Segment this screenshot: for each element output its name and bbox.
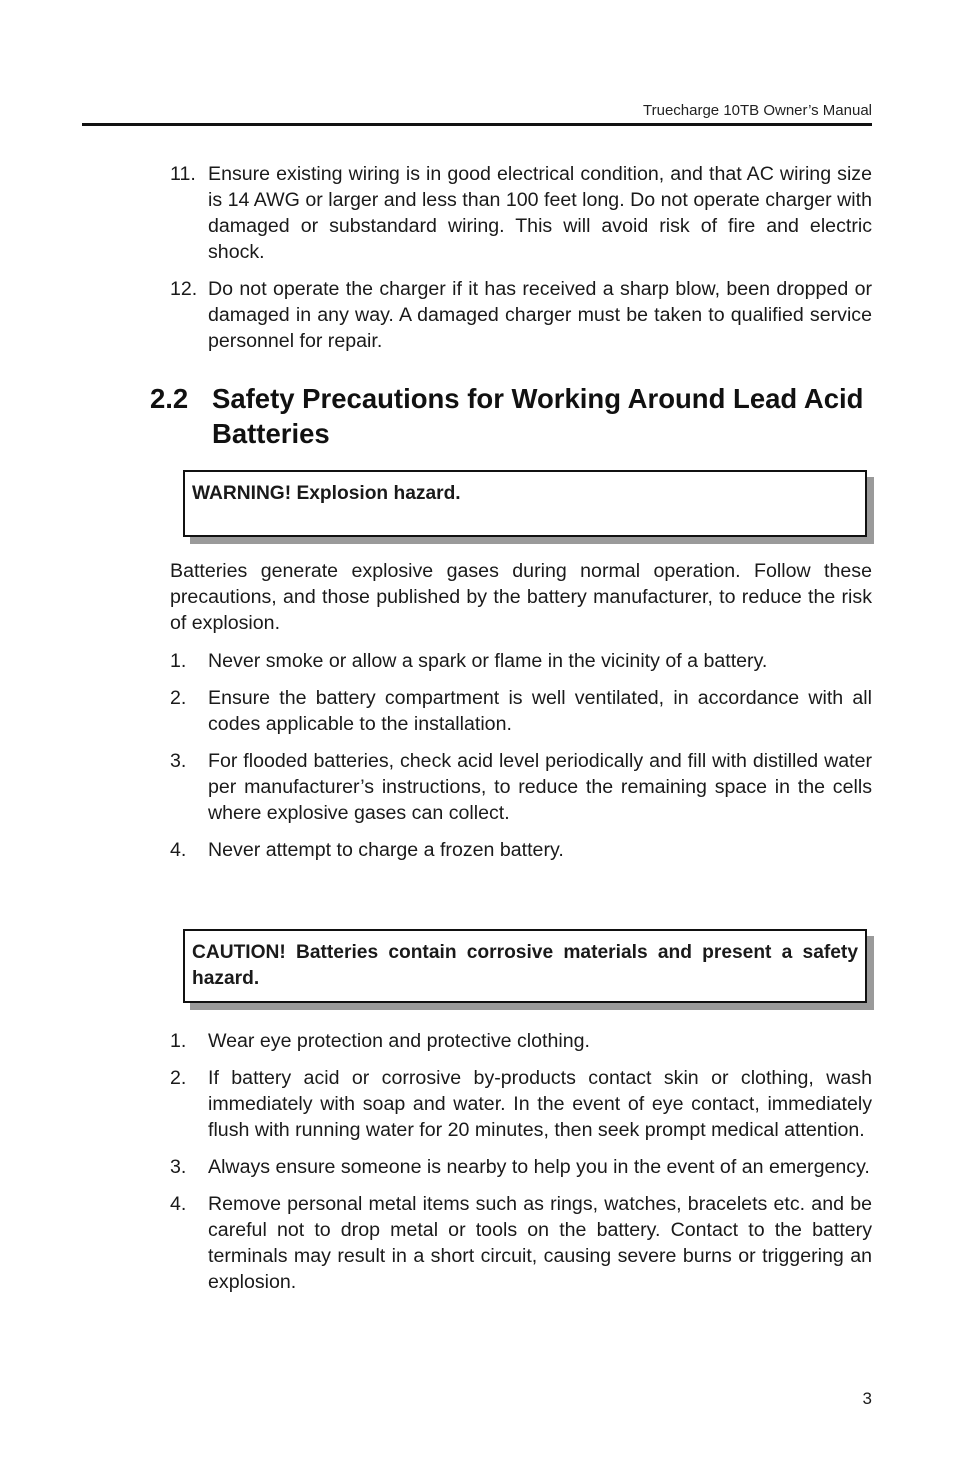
list-item [170, 685, 872, 737]
list-item-number: 3. [170, 750, 187, 772]
list-item [170, 161, 872, 265]
section-title: Safety Precautions for Working Around Lead Acid Batteries [212, 383, 864, 449]
section-heading [150, 381, 872, 451]
warning-text: WARNING! Explosion hazard. [192, 483, 461, 504]
numbered-list-explosion [170, 648, 872, 874]
list-item-text: Wear eye protection and protective clothing. [208, 1030, 590, 1052]
running-header: Truecharge 10TB Owner’s Manual [643, 102, 872, 119]
list-item [170, 276, 872, 354]
list-item-number: 2. [170, 1067, 187, 1089]
list-item-text: Never smoke or allow a spark or flame in the vicinity of a battery. [208, 650, 768, 672]
list-item [170, 837, 872, 863]
list-item-text: Never attempt to charge a frozen battery. [208, 839, 564, 861]
list-item-number: 1. [170, 1030, 187, 1052]
numbered-list-general [170, 161, 872, 365]
numbered-list-corrosive [170, 1028, 872, 1306]
list-item-text: Ensure existing wiring is in good electrical condition, and that AC wiring size is 14 AWG or larger and less than 100 feet long. Do not operate charger with damaged or substandard wiring. This will avoid risk of fire and electric shock. [208, 163, 872, 263]
list-item-text: If battery acid or corrosive by-products contact skin or clothing, wash immediately with soap and water. In the event of eye contact, immediately flush with running water for 20 minutes, then seek prompt medical attention. [208, 1067, 872, 1141]
intro-paragraph: Batteries generate explosive gases during normal operation. Follow these precautions, and those published by the battery manufacturer, to reduce the risk of explosion. [170, 560, 872, 634]
list-item [170, 748, 872, 826]
list-item [170, 1191, 872, 1295]
list-item-text: For flooded batteries, check acid level periodically and fill with distilled water per manufacturer’s instructions, to reduce the remaining space in the cells where explosive gases can collect. [208, 750, 872, 824]
caution-box [183, 929, 867, 1003]
list-item-number: 4. [170, 1193, 187, 1215]
list-item-text: Always ensure someone is nearby to help you in the event of an emergency. [208, 1156, 870, 1178]
list-item-number: 4. [170, 839, 187, 861]
warning-box [183, 470, 867, 537]
list-item-text: Remove personal metal items such as rings, watches, bracelets etc. and be careful not to drop metal or tools on the battery. Contact to the battery terminals may result in a short circuit, causing severe burns or triggering an explosion. [208, 1193, 872, 1293]
list-item-number: 12. [170, 278, 198, 300]
list-item-text: Ensure the battery compartment is well ventilated, in accordance with all codes applicable to the installation. [208, 687, 872, 735]
section-number: 2.2 [150, 383, 189, 414]
list-item-number: 1. [170, 650, 187, 672]
list-item [170, 1028, 872, 1054]
list-item-number: 11. [170, 163, 196, 185]
list-item [170, 1154, 872, 1180]
caution-text: CAUTION! Batteries contain corrosive materials and present a safety hazard. [192, 942, 858, 989]
header-rule [82, 123, 872, 126]
list-item-number: 3. [170, 1156, 187, 1178]
list-item [170, 648, 872, 674]
page-number: 3 [862, 1389, 872, 1408]
list-item-number: 2. [170, 687, 187, 709]
list-item-text: Do not operate the charger if it has received a sharp blow, been dropped or damaged in any way. A damaged charger must be taken to qualified service personnel for repair. [208, 278, 872, 352]
list-item [170, 1065, 872, 1143]
